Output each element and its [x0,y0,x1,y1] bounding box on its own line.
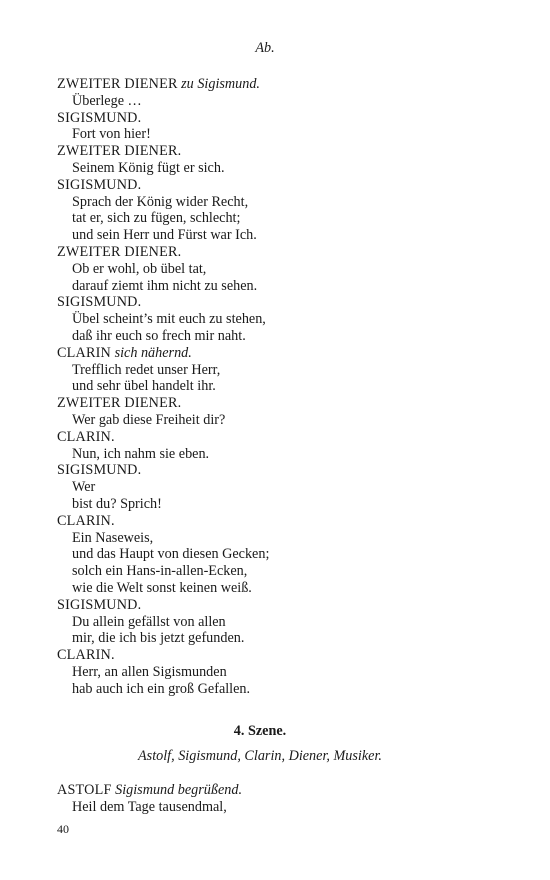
stage-direction: Sigismund begrüßend. [115,782,243,798]
stage-direction-exit: Ab. [255,40,275,56]
page-number: 40 [57,822,69,836]
stage-direction: zu Sigismund. [181,76,260,92]
speaker-line [57,76,527,93]
verse-line: darauf ziemt ihm nicht zu sehen. [72,277,258,294]
verse-line: mir, die ich bis jetzt gefunden. [72,630,245,647]
speaker-name: ZWEITER DIENER [57,76,178,92]
speaker-line [57,782,527,799]
speaker-line [57,110,527,127]
speaker-name: ZWEITER DIENER. [57,143,182,160]
speaker-line [57,294,527,311]
verse-line: Ob er wohl, ob übel tat, [72,260,207,277]
verse-line: Fort von hier! [72,126,151,143]
verse-line: Herr, an allen Sigismunden [72,663,227,680]
verse-line: wie die Welt sonst keinen weiß. [72,579,252,596]
verse-line: Wer [72,479,96,496]
dialogue-block [57,76,527,697]
scene-cast: Astolf, Sigismund, Clarin, Diener, Musiker. [138,748,382,764]
speaker-line [57,244,527,261]
speaker-name: ZWEITER DIENER. [57,243,182,260]
verse-line: und das Haupt von diesen Gecken; [72,546,270,563]
speaker-name: ASTOLF [57,782,112,798]
verse-line: Wer gab diese Freiheit dir? [72,411,226,428]
speaker-line [57,395,527,412]
speaker-name: SIGISMUND. [57,294,142,311]
speaker-name: CLARIN. [57,428,115,445]
verse-line: Übel scheint’s mit euch zu stehen, [72,311,266,328]
verse-line: solch ein Hans-in-allen-Ecken, [72,563,248,580]
verse-line: bist du? Sprich! [72,495,162,512]
verse-line: und sein Herr und Fürst war Ich. [72,227,257,244]
stage-direction: sich nähernd. [114,344,192,361]
verse-line: tat er, sich zu fügen, schlecht; [72,210,241,227]
speaker-name: SIGISMUND. [57,596,142,613]
speaker-name: SIGISMUND. [57,109,142,126]
verse-line: Heil dem Tage tausendmal, [72,798,227,815]
speaker-name: CLARIN. [57,647,115,664]
verse-line: hab auch ich ein groß Gefallen. [72,680,251,697]
speaker-name: SIGISMUND. [57,176,142,193]
speaker-name: SIGISMUND. [57,462,142,479]
speaker-line [57,177,527,194]
verse-line: Überlege … [72,92,142,109]
verse-line: Sprach der König wider Recht, [72,193,249,210]
dialogue-block-scene-4 [57,782,527,816]
scene-title: 4. Szene. [233,723,287,739]
verse-line: und sehr übel handelt ihr. [72,378,216,395]
speaker-line [57,597,527,614]
verse-line: Seinem König fügt er sich. [72,159,225,176]
verse-line: Nun, ich nahm sie eben. [72,445,210,462]
speaker-name: ZWEITER DIENER. [57,395,182,412]
verse-line: Ein Naseweis, [72,529,154,546]
speaker-name: CLARIN [57,344,112,361]
speaker-line [57,143,527,160]
speaker-line [57,462,527,479]
verse-line: Du allein gefällst von allen [72,613,226,630]
speaker-line [57,429,527,446]
speaker-line [57,513,527,530]
speaker-line [57,345,527,362]
speaker-line [57,647,527,664]
verse-line: daß ihr euch so frech mir naht. [72,327,246,344]
verse-line: Trefflich redet unser Herr, [72,361,221,378]
speaker-name: CLARIN. [57,512,115,529]
